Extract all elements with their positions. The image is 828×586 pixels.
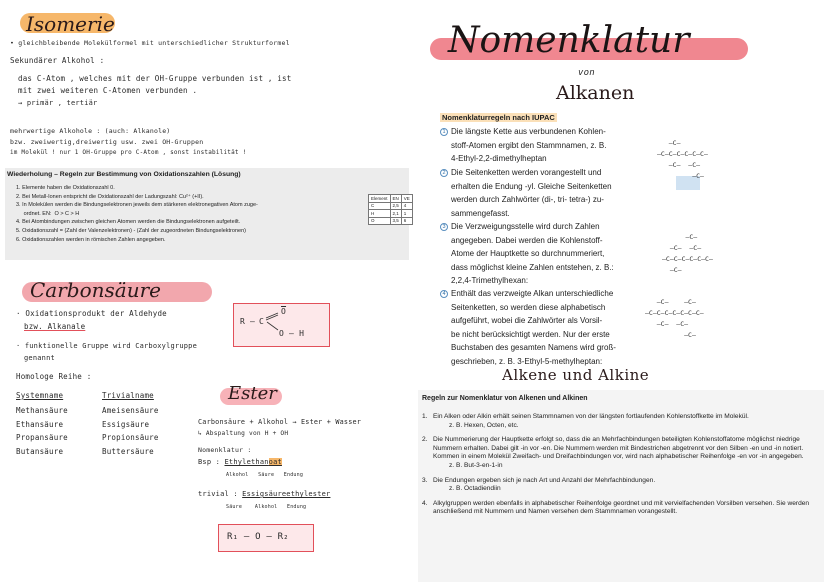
rule-line: Seitenketten, so werden diese alphabetisch <box>451 302 606 312</box>
rule-number-icon: 1 <box>440 128 448 136</box>
table-cell: 1 <box>401 210 412 218</box>
list-item: Propionsäure <box>102 433 159 442</box>
rule-number-icon: 2 <box>440 169 448 177</box>
formula-o2: O – H <box>279 329 305 338</box>
carbonsaeure-title: Carbonsäure <box>30 278 161 302</box>
structure-formula-2: –C– –C– –C– –C–C–C–C–C–C– –C– <box>662 233 713 274</box>
rule-line <box>440 166 640 180</box>
table-cell: C <box>369 202 391 210</box>
isomerie-title: Isomerie <box>26 12 115 36</box>
rule-line: geschrieben, z. B. 3-Ethyl-5-methylheptan: <box>451 356 603 366</box>
structure-formula-1: –C– –C–C–C–C–C–C– –C– –C– –C– <box>657 139 708 180</box>
rule-text: Die Verzweigungsstelle wird durch Zahlen <box>451 222 600 231</box>
table-header-cell: Element <box>369 195 391 203</box>
formula-r: R – <box>240 317 256 326</box>
oxidation-rule: 2. Bei Metall-Ionen entspricht die Oxidationszahl der Ladungszahl: Cu²⁺ (+II). <box>16 193 204 200</box>
list-item: Methansäure <box>16 406 68 415</box>
sek-label: Sekundärer Alkohol : <box>10 56 105 65</box>
table-cell: 6 <box>401 217 412 225</box>
rule-body <box>433 436 820 470</box>
list-item: Buttersäure <box>102 446 154 456</box>
carbon-line2 <box>24 322 85 331</box>
formula-c: C <box>259 317 265 326</box>
alkene-rule <box>422 436 820 470</box>
ester-bsp-sub: Alkohol Säure Endung <box>226 472 304 478</box>
list-item: Ameisensäure <box>102 406 159 415</box>
iupac-header: Nomenklaturregeln nach IUPAC <box>442 113 555 122</box>
en-table <box>368 194 413 225</box>
rule-text: Die längste Kette aus verbundenen Kohlen- <box>451 127 606 136</box>
ester-title: Ester <box>228 383 277 404</box>
rule-line: angegeben. Dabei werden die Kohlenstoff- <box>451 235 603 245</box>
table-cell: O <box>369 217 391 225</box>
trivialnames-list <box>102 404 159 458</box>
rule-line: aufgeführt, wobei die Zahlwörter als Vorsil- <box>451 316 603 325</box>
bsp-label: Bsp : <box>198 458 221 466</box>
iupac-rule-1 <box>440 125 640 166</box>
rule-example: z. B. Hexen, Octen, etc. <box>449 421 519 429</box>
ester-formula: R₁ – O – R₂ <box>227 532 289 542</box>
systemnames-list <box>16 404 68 458</box>
bsp-name <box>225 458 282 466</box>
table-header-cell: VE <box>401 195 412 203</box>
table-row <box>369 210 413 218</box>
oxidation-rule: 1. Elemente haben die Oxidationszahl 0. <box>16 185 115 191</box>
ester-trivial <box>198 490 330 498</box>
iupac-rule-3 <box>440 220 640 288</box>
oxidation-rule: 5. Oxidationszahl = (Zahl der Valenzelektronen) - (Zahl der zugeordneten Bindungselektronen) <box>16 227 246 234</box>
rule-text: Enthält das verzweigte Alkan unterschiedliche <box>451 289 614 298</box>
mehr1: mehrwertige Alkohole : (auch: Alkanole) <box>10 127 171 135</box>
ester-reaction: Carbonsäure + Alkohol → Ester + Wasser <box>198 418 362 426</box>
rule-body <box>433 500 820 517</box>
carbon-line3: · funktionelle Gruppe wird Carboxylgruppe <box>16 342 197 350</box>
list-item: Essigsäure <box>102 419 150 429</box>
formula-o1: $\overline{O}$ <box>281 307 287 316</box>
rule-line: dass möglichst kleine Zahlen entstehen, z. B.: <box>451 262 614 272</box>
isomerie-line1 <box>10 39 290 47</box>
rule-line: Atome der Hauptkette so durchnummeriert, <box>451 249 605 258</box>
alkene-rules <box>422 413 820 517</box>
iupac-rule-4 <box>440 287 640 368</box>
rule-line: stoff-Atomen ergibt den Stammnamen, z. B. <box>451 140 607 150</box>
alkene-header: Regeln zur Nomenklatur von Alkenen und Alkinen <box>422 395 588 402</box>
rule-text: Ein Alken oder Alkin erhält seinen Stammnamen von der längsten fortlaufenden Kohlenstoffkette im Molekül. <box>433 413 749 420</box>
rule-line: sammengefasst. <box>451 208 510 218</box>
carbon-line4: genannt <box>24 354 55 362</box>
rule-line <box>440 220 640 234</box>
carbon-line1: · Oxidationsprodukt der Aldehyde <box>16 309 167 318</box>
rule-body <box>433 477 655 494</box>
mehr3: im Molekül ! nur 1 OH-Gruppe pro C-Atom , sonst instabilität ! <box>10 149 247 156</box>
list-item: Butansäure <box>16 446 64 456</box>
bsp-name-main: Ethylethan <box>224 458 269 466</box>
homologe-label: Homologe Reihe : <box>16 372 92 381</box>
rule-number-icon: 3 <box>440 223 448 231</box>
isomerie-definition: gleichbleibende Molekülformel mit unterschiedlicher Strukturformel <box>18 39 290 47</box>
table-header-cell: EN <box>390 195 401 203</box>
nomenklatur-title: Nomenklatur <box>448 20 690 61</box>
ester-reaction2: ↳ Abspaltung von H + OH <box>198 430 289 437</box>
ester-trivial-sub: Säure Alkohol Endung <box>226 504 307 510</box>
rule-example: z. B. But-3-en-1-in <box>449 461 503 469</box>
rule-number: 1. <box>422 413 428 420</box>
col2-header: Trivialname <box>102 391 154 400</box>
alkene-rule <box>422 500 820 517</box>
rule-line <box>440 125 640 139</box>
table-cell: 3,5 <box>390 217 401 225</box>
table-cell: 2,1 <box>390 210 401 218</box>
oxidation-rule: 3. In Molekülen werden die Bindungselektronen jeweils dem stärkeren elektronegativen Atom zuge- <box>16 202 258 209</box>
trivial-name: Essigsäureethylester <box>242 490 331 498</box>
bsp-name-ending: oat <box>268 458 282 466</box>
alkanale-text: bzw. Alkanale <box>24 322 86 331</box>
structure-formula-3: –C– –C– –C–C–C–C–C–C–C– –C– –C– –C– <box>645 298 704 339</box>
table-cell: 4 <box>401 202 412 210</box>
sek-text2: mit zwei weiteren C-Atomen verbunden . <box>18 86 198 95</box>
rule-line: 4-Ethyl-2,2-dimethylheptan <box>451 154 547 163</box>
single-bond-line <box>267 322 278 330</box>
table-row <box>369 195 413 203</box>
rule-line: be nicht berücksichtigt werden. Nur der erste <box>451 329 610 339</box>
mehr2: bzw. zweiwertig,dreiwertig usw. zwei OH-Gruppen <box>10 138 204 146</box>
rule-text: Die Endungen ergeben sich je nach Art und Anzahl der Mehrfachbindungen. <box>433 476 656 484</box>
rule-body <box>433 413 749 430</box>
ester-nomenklatur: Nomenklatur : <box>198 446 252 454</box>
oxidation-header: Wiederholung – Regeln zur Bestimmung von Oxidationszahlen (Lösung) <box>7 171 241 178</box>
nomenklatur-von: von <box>578 68 595 78</box>
table-cell: H <box>369 210 391 218</box>
rule-number: 3. <box>422 476 428 484</box>
rule-line: 2,2,4-Trimethylhexan: <box>451 276 529 285</box>
table-row <box>369 202 413 210</box>
rule-number: 2. <box>422 436 428 444</box>
rule-line <box>440 287 640 301</box>
alkene-rule <box>422 477 820 494</box>
oxidation-rule: ordnet. EN: O > C > H <box>16 210 80 217</box>
rule-example: z. B. Octadiendiin <box>449 485 501 493</box>
oxidation-rules <box>16 184 356 244</box>
rule-line: werden durch Zahlwörter (di-, tri- tetra-) zu- <box>451 195 604 204</box>
sek-text3: → primär , tertiär <box>18 99 98 107</box>
list-item: Propansäure <box>16 433 68 442</box>
bullet-icon: • <box>10 39 15 47</box>
alkanen-title: Alkanen <box>556 82 635 104</box>
rule-line: Buchstaben des gesamten Namens wird groß- <box>451 343 616 352</box>
alkene-title: Alkene und Alkine <box>502 366 650 384</box>
oxidation-rule: 6. Oxidationszahlen werden in römischen Zahlen angegeben. <box>16 236 166 243</box>
list-item: Ethansäure <box>16 419 64 429</box>
rule-text: Alkylgruppen werden ebenfalls in alphabetischer Reihenfolge geordnet und mit vervielfachenden Vorsilben versehen. Sie werden anschließend mit Nummern und Namen versehen dem Stammnamen vorangestellt. <box>433 499 810 516</box>
col1-header: Systemname <box>16 391 64 400</box>
table-cell: 2,5 <box>390 202 401 210</box>
table-row <box>369 217 413 225</box>
sek-text1: das C-Atom , welches mit der OH-Gruppe verbunden ist , ist <box>18 74 292 83</box>
rule-number: 4. <box>422 499 428 507</box>
rule-text: Die Seitenketten werden vorangestellt und <box>451 168 602 177</box>
rule-text: Die Nummerierung der Hauptkette erfolgt so, dass die an Mehrfachbindungen beteiligten Kohlenstoffatome möglichst niedrige Nummern erhalten. Dabei gilt -in vor -en. Die Nummern werden mit Bindestrichen abgetrennt vor den Silben -en und -in notiert. Kommen in einem Molekül Zweifach- und Dreifachbindungen vor, wird nach alphabetischer Reihenfolge -en vor -in angegeben. <box>433 436 804 461</box>
trivial-label: trivial : <box>198 490 238 498</box>
ester-bsp <box>198 458 282 466</box>
rule-line: erhalten die Endung -yl. Gleiche Seitenketten <box>451 181 612 191</box>
alkene-rule <box>422 413 820 430</box>
rule-number-icon: 4 <box>440 290 448 298</box>
iupac-rule-2 <box>440 166 640 220</box>
oxidation-rule: 4. Bei Atombindungen zwischen gleichen Atomen werden die Bindungselektronen aufgeteilt. <box>16 219 241 226</box>
